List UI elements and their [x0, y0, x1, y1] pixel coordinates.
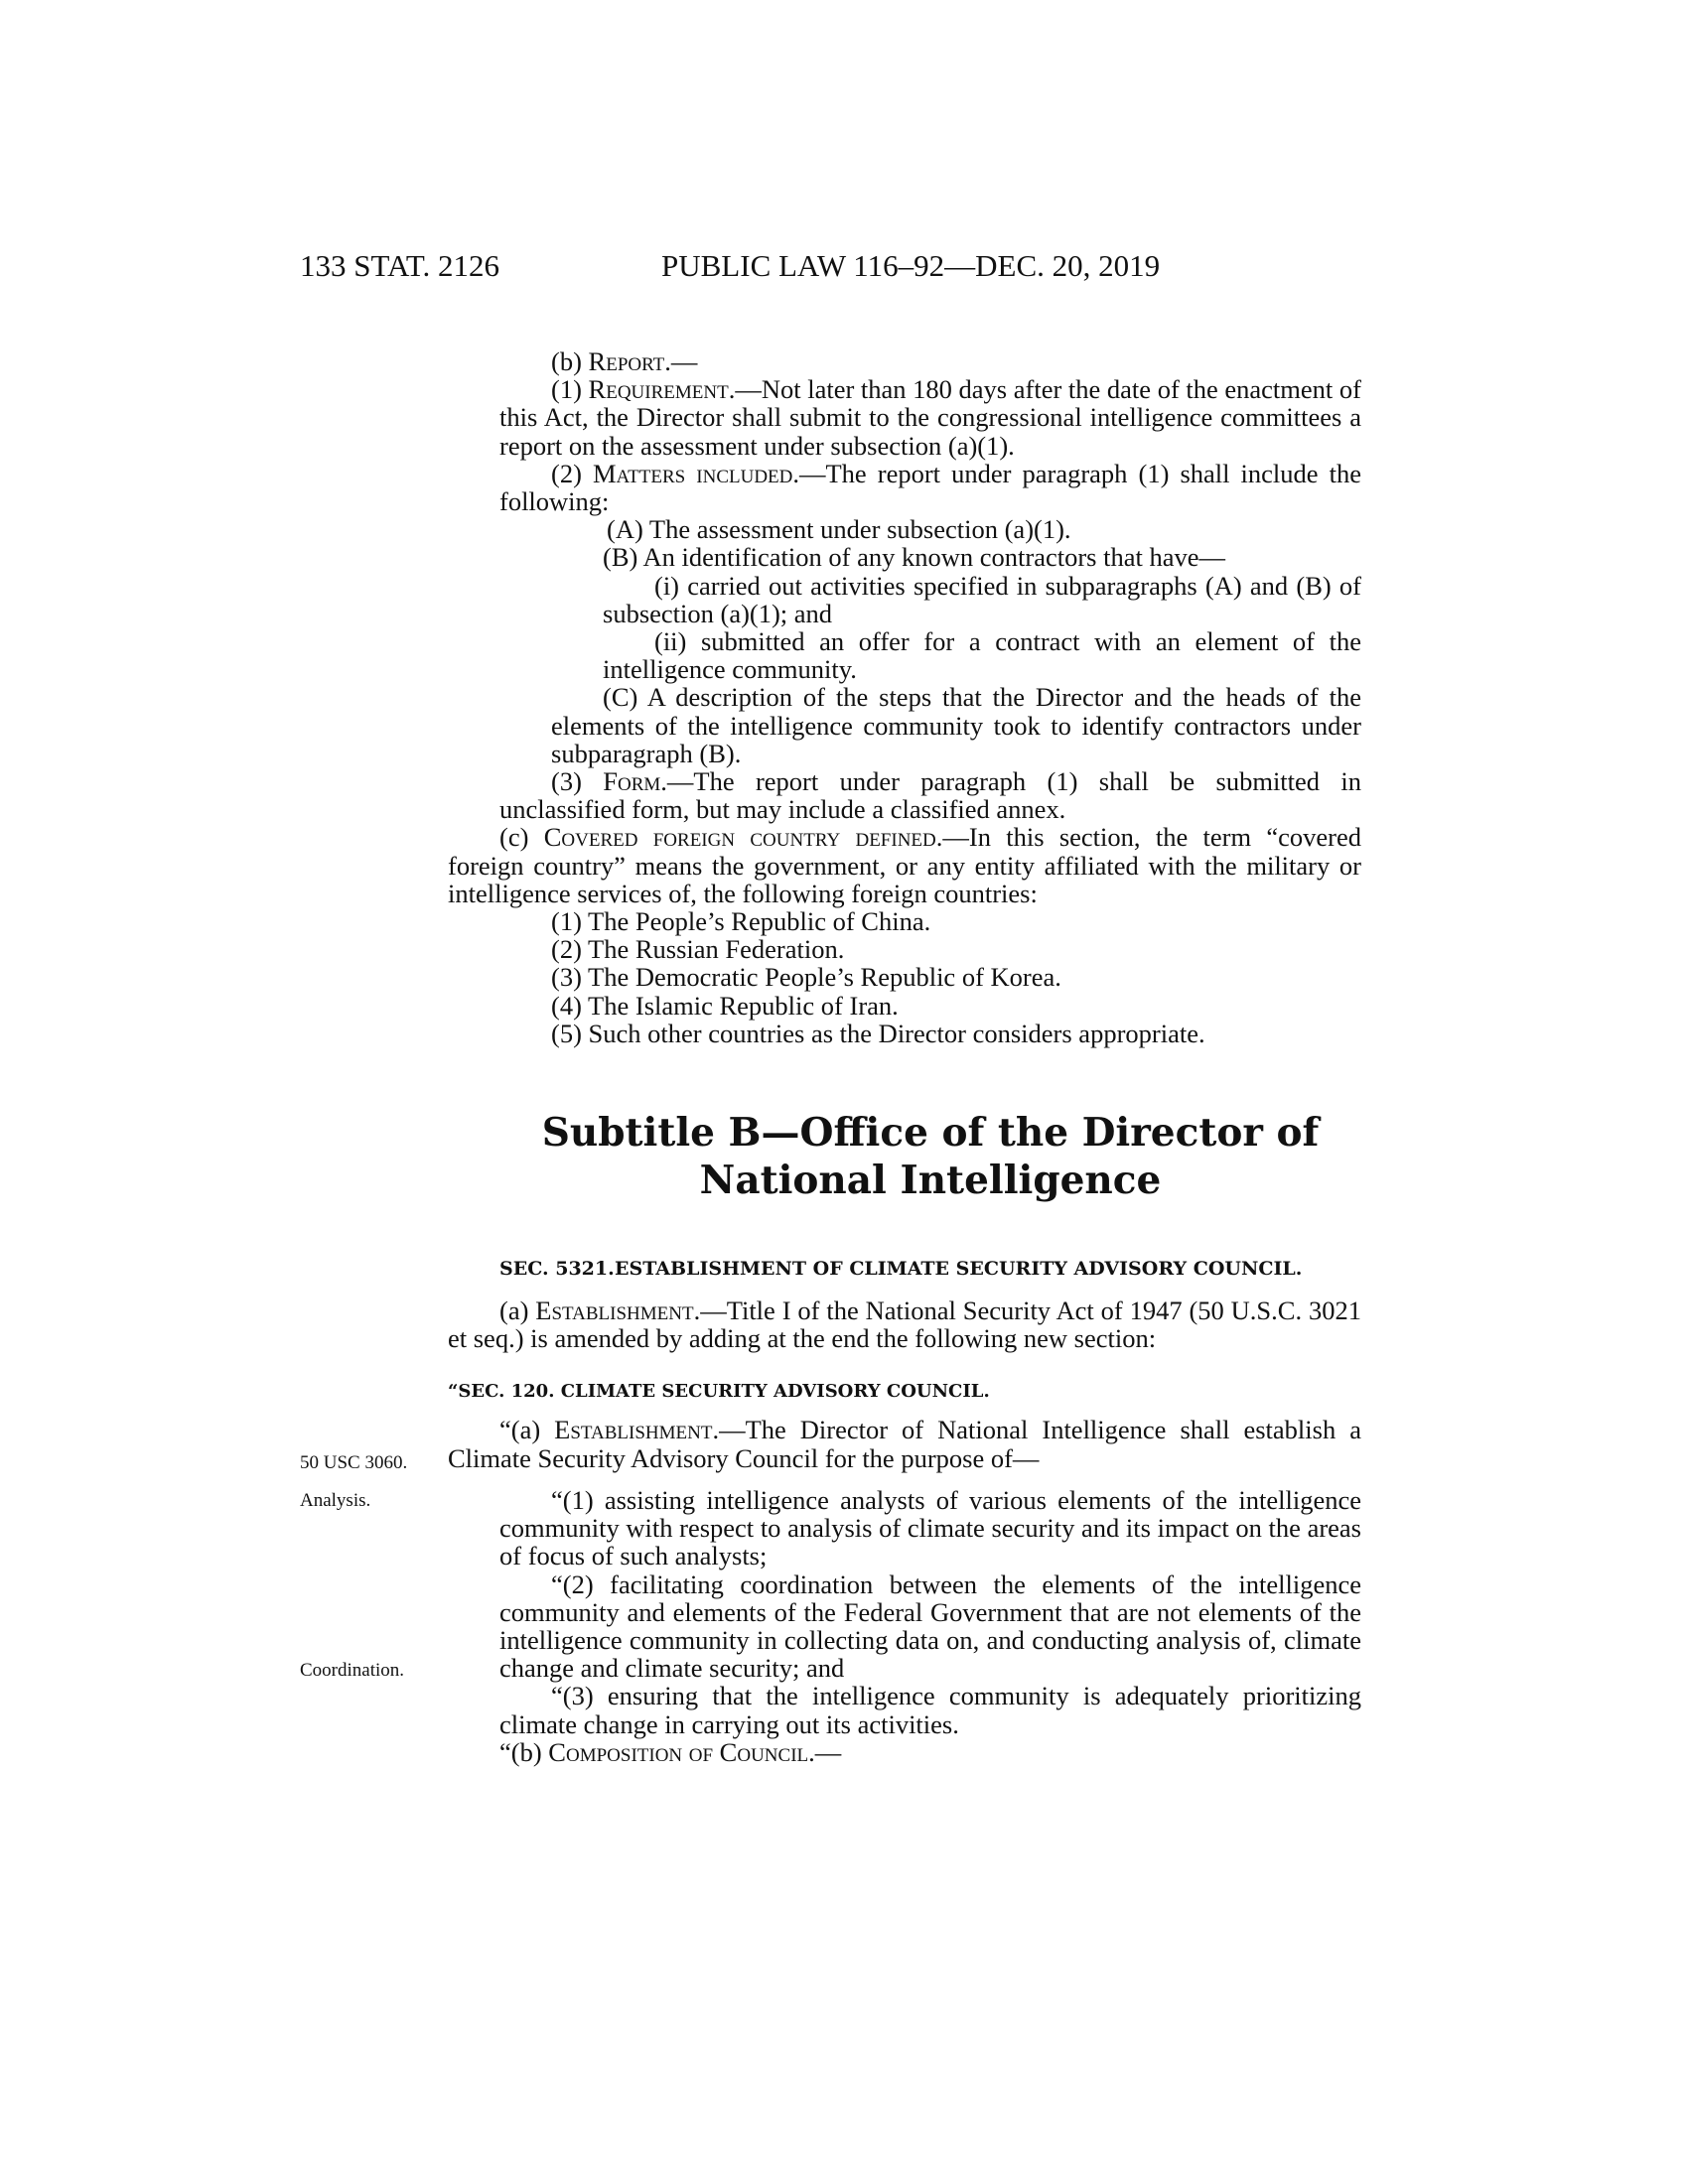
covered-country-definition: (c) Covered foreign country defined.—In this section, the term “covered foreign country” means the government, or any entity affiliated with the military or intelligence services of, the following foreign countries: [448, 822, 1361, 908]
subtitle-line-1: Subtitle B—Office of the Director of [541, 1110, 1320, 1157]
law-title: PUBLIC LAW 116–92—DEC. 20, 2019 [661, 248, 1161, 283]
council-purpose-2: “(2) facilitating coordination between the elements of the intelligence community and elements of the Federal Government that are not elements of the intelligence community in collecting data on, and conducting analysis of, climate change and climate security; and [499, 1569, 1361, 1684]
report-item-b-ii: (ii) submitted an offer for a contract with an element of the intelligence community. [603, 626, 1361, 685]
covered-country-2: (2) The Russian Federation. [551, 934, 845, 965]
margin-note-analysis: Analysis. [300, 1490, 371, 1511]
document-body [448, 346, 1361, 1767]
new-section-heading: “SEC. 120. CLIMATE SECURITY ADVISORY COUNCIL. [448, 1381, 990, 1403]
report-paragraph-1: (1) Requirement.—Not later than 180 days after the date of the enactment of this Act, the Director shall submit to the congressional intelligence committees a report on the assessment under subsection (a)(1). [499, 374, 1361, 461]
covered-country-5: (5) Such other countries as the Director considers appropriate. [551, 1018, 1205, 1048]
section-heading [499, 1256, 1361, 1283]
section-number: SEC. 5321. [499, 1258, 615, 1281]
section-title: ESTABLISHMENT OF CLIMATE SECURITY ADVISORY COUNCIL. [615, 1258, 1303, 1281]
report-paragraph-3: (3) Form.—The report under paragraph (1) shall be submitted in unclassified form, but may include a classified annex. [499, 766, 1361, 825]
running-header [300, 248, 1293, 288]
report-item-a: (A) The assessment under subsection (a)(1). [607, 514, 1071, 545]
subtitle-heading [499, 1109, 1361, 1204]
report-heading: (b) Report.— [551, 346, 698, 376]
report-paragraph-2: (2) Matters included.—The report under paragraph (1) shall include the following: [499, 458, 1361, 517]
council-purpose-1: “(1) assisting intelligence analysts of various elements of the intelligence community with respect to analysis of climate security and its impact on the areas of focus of such analysts; [499, 1484, 1361, 1571]
margin-note-usc: 50 USC 3060. [300, 1452, 408, 1473]
council-establishment: “(a) Establishment.—The Director of National Intelligence shall establish a Climate Security Advisory Council for the purpose of— [448, 1415, 1361, 1473]
covered-country-4: (4) The Islamic Republic of Iran. [551, 990, 899, 1021]
section-amendment: (a) Establishment.—Title I of the National Security Act of 1947 (50 U.S.C. 3021 et seq.) is amended by adding at the end the following new section: [448, 1296, 1361, 1354]
subtitle-line-2: National Intelligence [699, 1158, 1162, 1204]
report-item-b-i: (i) carried out activities specified in subparagraphs (A) and (B) of subsection (a)(1); and [603, 570, 1361, 628]
page-reference: 133 STAT. 2126 [300, 248, 500, 283]
report-item-c: (C) A description of the steps that the Director and the heads of the elements of the intelligence community took to identify contractors under subparagraph (B). [551, 682, 1361, 768]
council-composition-heading: “(b) Composition of Council.— [499, 1736, 842, 1767]
covered-country-3: (3) The Democratic People’s Republic of Korea. [551, 962, 1061, 993]
margin-note-coordination: Coordination. [300, 1660, 405, 1681]
covered-country-1: (1) The People’s Republic of China. [551, 906, 931, 937]
council-purpose-3: “(3) ensuring that the intelligence community is adequately prioritizing climate change in carrying out its activities. [499, 1681, 1361, 1739]
report-item-b: (B) An identification of any known contractors that have— [603, 542, 1225, 573]
